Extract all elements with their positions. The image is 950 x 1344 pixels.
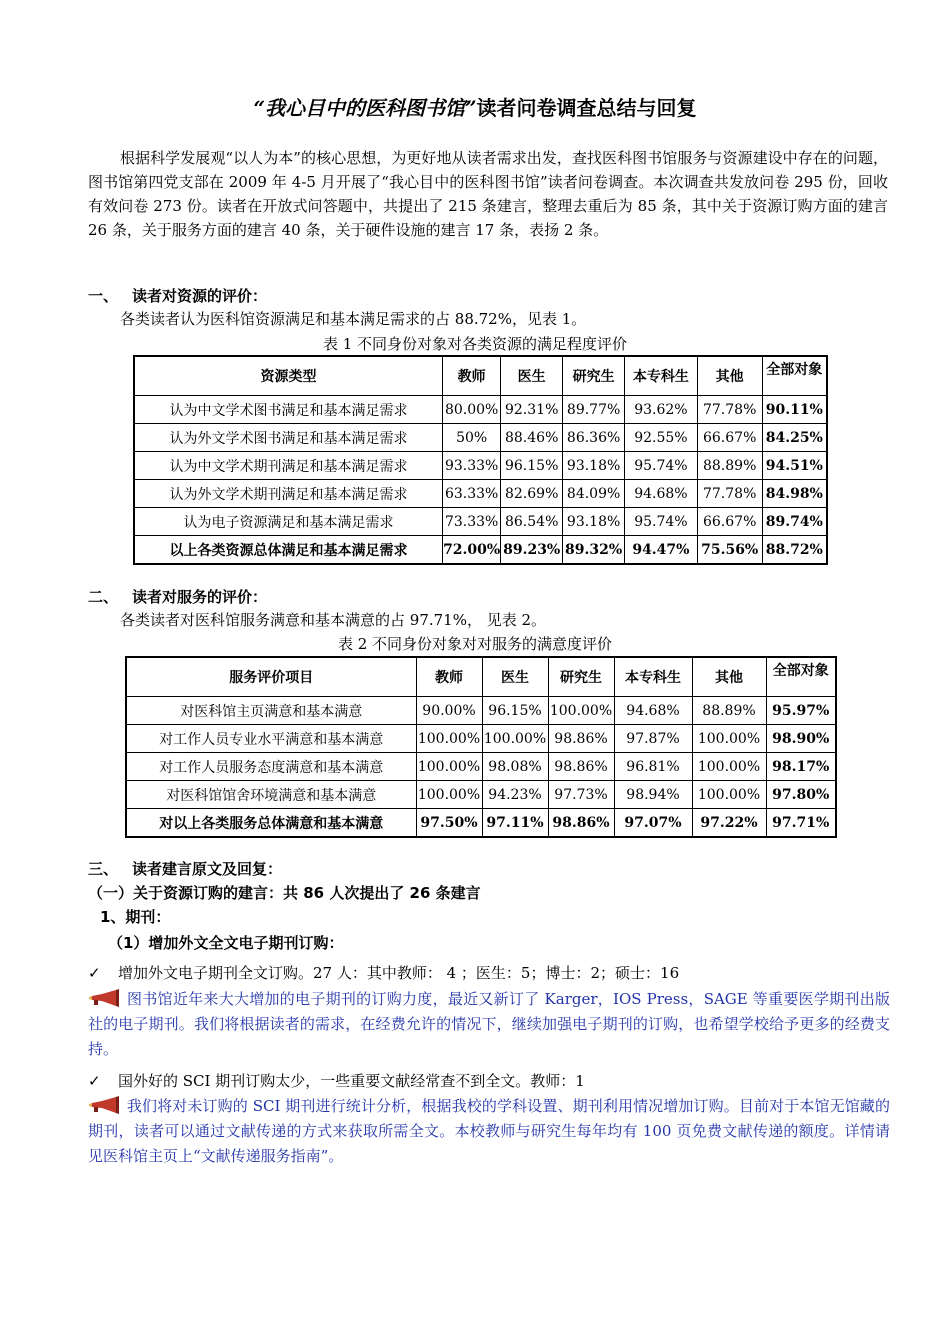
table-cell: 98.86% xyxy=(548,809,614,838)
table-cell: 92.55% xyxy=(625,424,698,452)
table-cell: 86.54% xyxy=(501,508,563,536)
table-row xyxy=(134,424,827,452)
title-quoted: “我心目中的医科图书馆” xyxy=(253,96,477,120)
table-cell: 73.33% xyxy=(443,508,501,536)
table-cell: 98.94% xyxy=(614,781,692,809)
table1-header-5 xyxy=(697,356,762,396)
title-rest: 读者问卷调查总结与回复 xyxy=(476,96,697,120)
table1-header-6 xyxy=(762,356,827,396)
table-cell: 63.33% xyxy=(443,480,501,508)
table1-header-3 xyxy=(563,356,625,396)
reply-2 xyxy=(88,1094,890,1169)
section3-heading xyxy=(88,858,282,879)
checkmark-icon: ✓ xyxy=(88,964,101,982)
subsection1-1-1-heading: （1）增加外文全文电子期刊订购： xyxy=(108,934,344,952)
table-cell: 66.67% xyxy=(697,424,762,452)
suggestion-item-2-text: 国外好的 SCI 期刊订购太少，一些重要文献经常查不到全文。教师：1 xyxy=(118,1072,585,1090)
table-cell: 93.18% xyxy=(563,452,625,480)
megaphone-icon xyxy=(88,989,122,1007)
table-cell: 77.78% xyxy=(697,480,762,508)
table-row xyxy=(126,781,836,809)
checkmark-icon: ✓ xyxy=(88,1072,101,1090)
table2-caption: 表 2 不同身份对象对对服务的满意度评价 xyxy=(337,635,613,653)
table-cell: 97.87% xyxy=(614,725,692,753)
row-label: 对以上各类服务总体满意和基本满意 xyxy=(126,809,416,838)
table-cell: 66.67% xyxy=(697,508,762,536)
table-cell: 96.15% xyxy=(501,452,563,480)
table-cell: 89.77% xyxy=(563,396,625,424)
page-title xyxy=(0,92,950,121)
table-cell: 97.73% xyxy=(548,781,614,809)
table-cell: 80.00% xyxy=(443,396,501,424)
table-cell: 84.09% xyxy=(563,480,625,508)
section2-title: 读者对服务的评价： xyxy=(132,588,268,606)
table-cell: 93.62% xyxy=(625,396,698,424)
table-cell: 94.68% xyxy=(625,480,698,508)
table-cell: 94.47% xyxy=(625,536,698,565)
table1-header-label: 本专科生 xyxy=(632,369,689,385)
row-label: 对医科馆主页满意和基本满意 xyxy=(126,697,416,725)
table1-header-label: 教师 xyxy=(457,369,486,385)
table2-header-row xyxy=(126,657,836,697)
table-cell: 97.50% xyxy=(416,809,482,838)
table-cell: 98.90% xyxy=(766,725,836,753)
section2-heading xyxy=(88,586,267,607)
table-cell: 100.00% xyxy=(482,725,548,753)
table-cell: 98.86% xyxy=(548,753,614,781)
suggestion-item-1 xyxy=(88,962,679,984)
table-cell: 100.00% xyxy=(548,697,614,725)
table-row xyxy=(134,508,827,536)
table-cell: 93.33% xyxy=(443,452,501,480)
row-label: 认为外文学术期刊满足和基本满足需求 xyxy=(134,480,443,508)
row-label: 认为电子资源满足和基本满足需求 xyxy=(134,508,443,536)
section2-text: 各类读者对医科馆服务满意和基本满意的占 97.71%， 见表 2。 xyxy=(120,611,547,629)
table-cell: 88.89% xyxy=(692,697,766,725)
row-label: 认为中文学术图书满足和基本满足需求 xyxy=(134,396,443,424)
table-row xyxy=(126,725,836,753)
section1-heading xyxy=(88,285,267,306)
table2-header-4 xyxy=(614,657,692,697)
table2-header-0 xyxy=(126,657,416,697)
table1-header-label: 医生 xyxy=(517,369,546,385)
table-total-row xyxy=(134,536,827,565)
table-cell: 97.71% xyxy=(766,809,836,838)
table2 xyxy=(125,656,837,838)
table2-header-label: 研究生 xyxy=(560,670,602,686)
section3-title: 读者建言原文及回复： xyxy=(132,860,283,878)
table-cell: 98.17% xyxy=(766,753,836,781)
table-cell: 96.15% xyxy=(482,697,548,725)
table1-header-2 xyxy=(501,356,563,396)
table-cell: 97.80% xyxy=(766,781,836,809)
table-cell: 86.36% xyxy=(563,424,625,452)
table-cell: 97.11% xyxy=(482,809,548,838)
table-cell: 89.23% xyxy=(501,536,563,565)
table2-header-label: 其他 xyxy=(715,670,743,686)
table-cell: 88.89% xyxy=(697,452,762,480)
table-cell: 98.86% xyxy=(548,725,614,753)
table-cell: 75.56% xyxy=(697,536,762,565)
suggestion-item-1-text: 增加外文电子期刊全文订购。27 人：其中教师： 4 ；医生：5；博士：2；硕士：16 xyxy=(118,964,680,982)
table-cell: 90.11% xyxy=(762,396,827,424)
table-cell: 77.78% xyxy=(697,396,762,424)
table-cell: 100.00% xyxy=(692,725,766,753)
table-cell: 94.51% xyxy=(762,452,827,480)
table1-header-1 xyxy=(443,356,501,396)
table-cell: 100.00% xyxy=(692,753,766,781)
table-cell: 94.68% xyxy=(614,697,692,725)
row-label: 对工作人员专业水平满意和基本满意 xyxy=(126,725,416,753)
table-row xyxy=(126,753,836,781)
table-cell: 95.74% xyxy=(625,508,698,536)
row-label: 认为中文学术期刊满足和基本满足需求 xyxy=(134,452,443,480)
table-row xyxy=(126,697,836,725)
table-cell: 84.25% xyxy=(762,424,827,452)
table1-header-label: 其他 xyxy=(715,369,744,385)
table-cell: 98.08% xyxy=(482,753,548,781)
table2-header-label: 服务评价项目 xyxy=(229,670,314,686)
table2-header-label: 教师 xyxy=(435,670,463,686)
table-cell: 93.18% xyxy=(563,508,625,536)
table1-header-row xyxy=(134,356,827,396)
table2-header-label: 本专科生 xyxy=(625,670,681,686)
reply-1 xyxy=(88,987,890,1062)
table-cell: 50% xyxy=(443,424,501,452)
table1-header-label: 资源类型 xyxy=(260,369,317,385)
table-row xyxy=(134,480,827,508)
intro-paragraph: 根据科学发展观“以人为本”的核心思想，为更好地从读者需求出发，查找医科图书馆服务与资源建设中存在的问题，图书馆第四党支部在 2009 年 4-5 月开展了“我心目中的医科图书馆”读者问卷调查。本次调查共发放问卷 295 份，回收有效问卷 273 份。读者在开放式问答题中，共提出了 215 条建言，整理去重后为 85 条，其中关于资源订购方面的建言 26 条，关于服务方面的建言 40 条，关于硬件设施的建言 17 条，表扬 2 条。 xyxy=(88,149,888,239)
row-label: 对医科馆馆舍环境满意和基本满意 xyxy=(126,781,416,809)
section2-number: 二、 xyxy=(88,588,119,606)
table-cell: 94.23% xyxy=(482,781,548,809)
table1-caption: 表 1 不同身份对象对各类资源的满足程度评价 xyxy=(322,335,628,353)
section3-number: 三、 xyxy=(88,860,119,878)
table-cell: 100.00% xyxy=(416,753,482,781)
table-cell: 100.00% xyxy=(692,781,766,809)
table-cell: 72.00% xyxy=(443,536,501,565)
section1-title: 读者对资源的评价： xyxy=(132,287,268,305)
table1-header-4 xyxy=(625,356,698,396)
table-cell: 96.81% xyxy=(614,753,692,781)
row-label: 对工作人员服务态度满意和基本满意 xyxy=(126,753,416,781)
reply-1-text: 图书馆近年来大大增加的电子期刊的订购力度，最近又新订了 Karger，IOS Press，SAGE 等重要医学期刊出版社的电子期刊。我们将根据读者的需求，在经费允许的情况下，继续加强电子期刊的订购，也希望学校给予更多的经费支持。 xyxy=(88,990,890,1058)
subsection1-heading: （一）关于资源订购的建言：共 86 人次提出了 26 条建言 xyxy=(88,884,481,902)
table1-header-0 xyxy=(134,356,443,396)
table1-header-label: 研究生 xyxy=(572,369,615,385)
megaphone-icon xyxy=(88,1096,122,1114)
table-cell: 82.69% xyxy=(501,480,563,508)
table-cell: 100.00% xyxy=(416,725,482,753)
row-label: 认为外文学术图书满足和基本满足需求 xyxy=(134,424,443,452)
table1 xyxy=(133,355,828,565)
table2-header-6 xyxy=(766,657,836,697)
section1-number: 一、 xyxy=(88,287,119,305)
table-cell: 88.46% xyxy=(501,424,563,452)
suggestion-item-2 xyxy=(88,1070,585,1092)
table-cell: 84.98% xyxy=(762,480,827,508)
table-cell: 95.97% xyxy=(766,697,836,725)
table-cell: 89.74% xyxy=(762,508,827,536)
table-cell: 100.00% xyxy=(416,781,482,809)
section1-text: 各类读者认为医科馆资源满足和基本满足需求的占 88.72%，见表 1。 xyxy=(120,310,587,328)
table1-body xyxy=(134,396,827,565)
table1-header-label: 全部对象 xyxy=(766,362,823,378)
subsection1-1-heading: 1、期刊： xyxy=(100,908,171,926)
table-row xyxy=(134,452,827,480)
table-cell: 89.32% xyxy=(563,536,625,565)
row-label: 以上各类资源总体满足和基本满足需求 xyxy=(134,536,443,565)
table-total-row xyxy=(126,809,836,838)
table-row xyxy=(134,396,827,424)
table2-header-5 xyxy=(692,657,766,697)
table-cell: 97.07% xyxy=(614,809,692,838)
table2-body xyxy=(126,697,836,838)
table2-header-3 xyxy=(548,657,614,697)
table-cell: 92.31% xyxy=(501,396,563,424)
table2-header-1 xyxy=(416,657,482,697)
table-cell: 90.00% xyxy=(416,697,482,725)
table-cell: 95.74% xyxy=(625,452,698,480)
table2-header-2 xyxy=(482,657,548,697)
table2-header-label: 医生 xyxy=(501,670,529,686)
table-cell: 88.72% xyxy=(762,536,827,565)
reply-2-text: 我们将对未订购的 SCI 期刊进行统计分析，根据我校的学科设置、期刊利用情况增加订购。目前对于本馆无馆藏的期刊，读者可以通过文献传递的方式来获取所需全文。本校教师与研究生每年均有 100 页免费文献传递的额度。详情请见医科馆主页上“文献传递服务指南”。 xyxy=(88,1097,890,1165)
table2-header-label: 全部对象 xyxy=(772,663,829,679)
table-cell: 97.22% xyxy=(692,809,766,838)
